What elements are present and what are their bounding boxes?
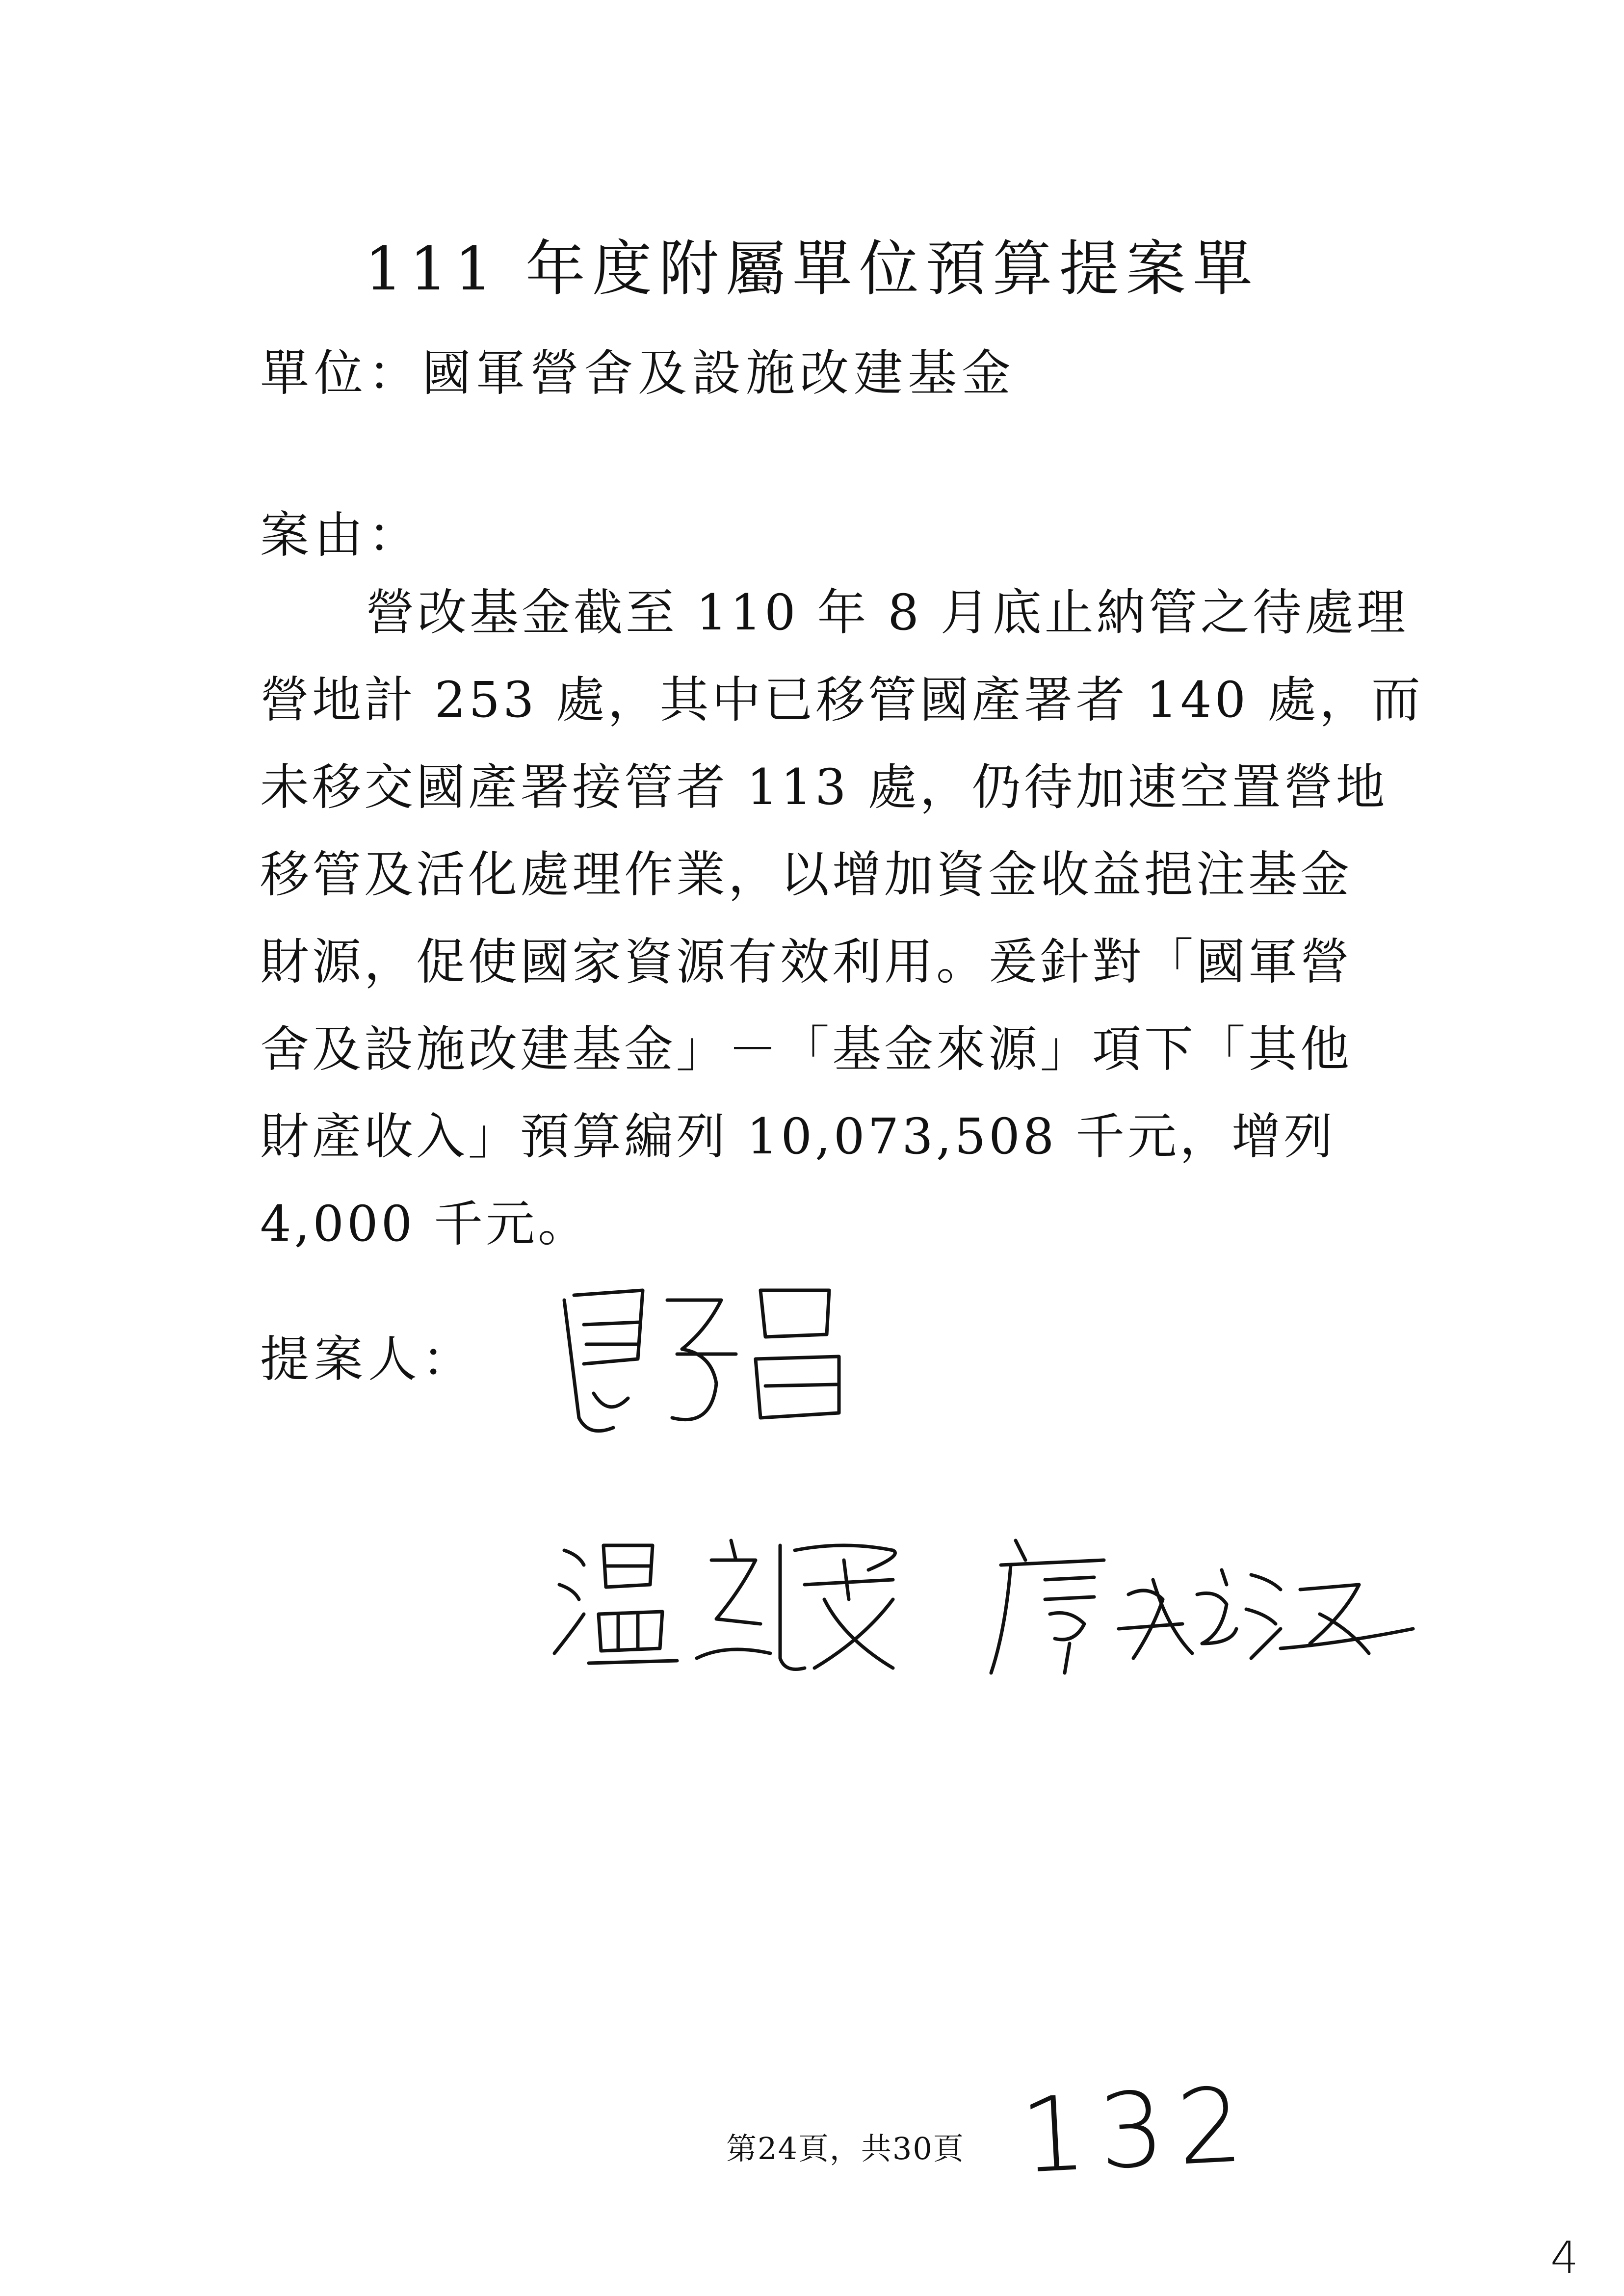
body-line: 舍及設施改建基金」－「基金來源」項下「其他	[260, 1020, 1352, 1078]
handwritten-corner-number: 4	[1550, 2232, 1579, 2284]
unit-line: 單位：國軍營舍及設施改建基金	[260, 344, 1016, 402]
body-line: 移管及活化處理作業，以增加資金收益挹注基金	[260, 846, 1352, 903]
body-line: 4,000 千元。	[260, 1195, 590, 1252]
signature-wen	[550, 1531, 967, 1678]
proposer-label: 提案人：	[260, 1331, 476, 1388]
body-line: 營改基金截至 110 年 8 月底止納管之待處理	[366, 584, 1409, 641]
signature-liao	[986, 1531, 1418, 1678]
reason-body	[260, 569, 1423, 1268]
signature-ma	[545, 1271, 859, 1447]
body-line: 財源，促使國家資源有效利用。爰針對「國軍營	[260, 933, 1352, 991]
reason-label: 案由：	[260, 506, 422, 564]
document-title: 111 年度附屬單位預算提案單	[365, 234, 1259, 304]
body-line: 營地計 253 處，其中已移管國產署者 140 處，而	[260, 671, 1423, 729]
body-line: 未移交國產署接管者 113 處，仍待加速空置營地	[260, 758, 1388, 816]
page-footer: 第24頁，共30頁	[726, 2131, 965, 2166]
handwritten-page-number: 132	[1017, 2064, 1258, 2197]
body-line: 財產收入」預算編列 10,073,508 千元，增列	[260, 1108, 1336, 1165]
